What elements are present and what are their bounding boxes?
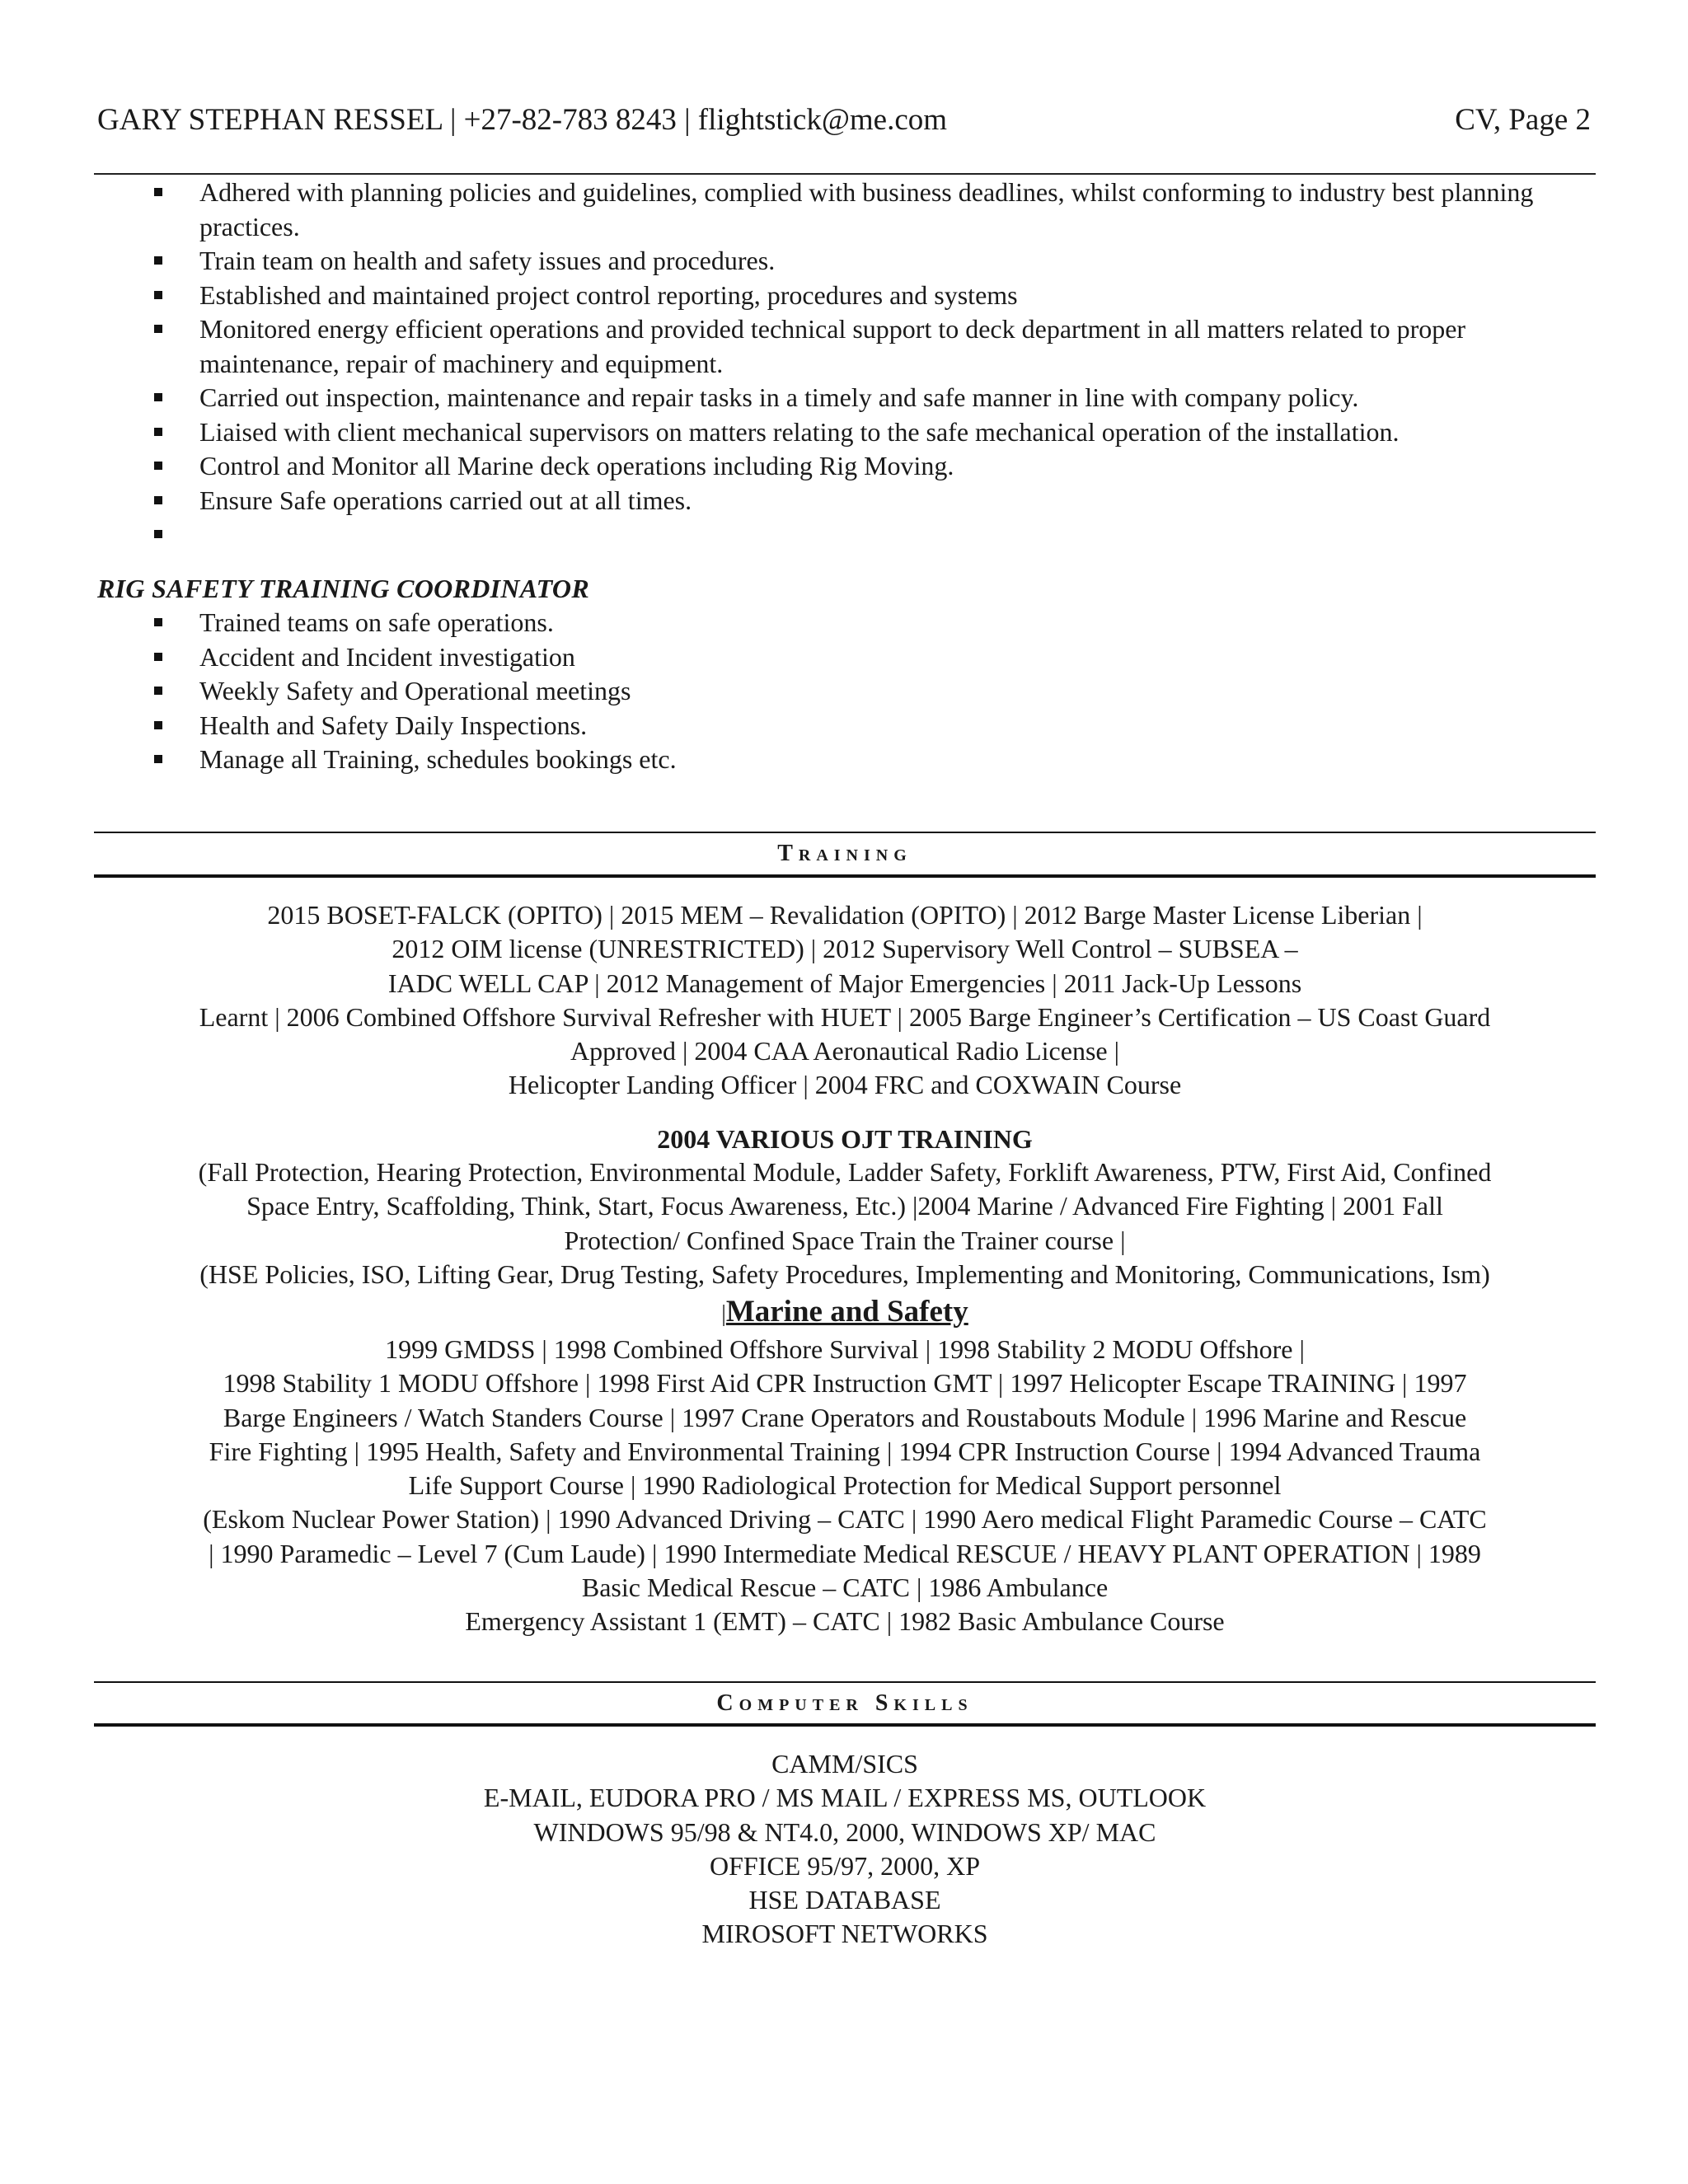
section-divider xyxy=(94,874,1596,878)
marine-safety-heading xyxy=(94,1294,1596,1336)
section-heading-computer-skills: Computer Skills xyxy=(716,1690,973,1716)
list-item: Control and Monitor all Marine deck operations including Rig Moving. xyxy=(145,449,1596,484)
training-line: Protection/ Confined Space Train the Trainer course | xyxy=(564,1225,1126,1255)
training-line: Approved | 2004 CAA Aeronautical Radio License | xyxy=(570,1036,1119,1066)
section-heading-training: Training xyxy=(777,841,912,866)
training-line: Basic Medical Rescue – CATC | 1986 Ambulance xyxy=(581,1572,1109,1603)
list-item: Weekly Safety and Operational meetings xyxy=(145,674,1596,709)
skill-item: E-MAIL, EUDORA PRO / MS MAIL / EXPRESS MS, OUTLOOK xyxy=(483,1783,1207,1813)
duties-list xyxy=(145,176,1596,552)
training-line: Barge Engineers / Watch Standers Course | 1997 Crane Operators and Roustabouts Module | 1996 Marine and Rescue xyxy=(223,1402,1467,1432)
skill-item: MIROSOFT NETWORKS xyxy=(701,1919,988,1949)
computer-skills-list xyxy=(94,1747,1596,1952)
list-item: Monitored energy efficient operations and provided technical support to deck department in all matters related to proper maintenance, repair of machinery and equipment. xyxy=(145,312,1596,381)
section-divider xyxy=(94,832,1596,833)
training-block-3 xyxy=(94,1333,1596,1639)
list-item: Train team on health and safety issues and procedures. xyxy=(145,244,1596,279)
list-item xyxy=(145,518,1596,552)
header-contact: GARY STEPHAN RESSEL | +27-82-783 8243 | flightstick@me.com xyxy=(97,103,948,137)
training-block-1 xyxy=(94,898,1596,1103)
section-divider xyxy=(94,1681,1596,1683)
training-line: Life Support Course | 1990 Radiological Protection for Medical Support personnel xyxy=(408,1470,1282,1501)
list-item: Manage all Training, schedules bookings etc. xyxy=(145,743,1596,777)
list-item: Health and Safety Daily Inspections. xyxy=(145,709,1596,743)
training-line: 2012 OIM license (UNRESTRICTED) | 2012 Supervisory Well Control – SUBSEA – xyxy=(392,934,1298,964)
list-item: Accident and Incident investigation xyxy=(145,640,1596,675)
list-item: Carried out inspection, maintenance and repair tasks in a timely and safe manner in line with company policy. xyxy=(145,381,1596,415)
ojt-heading: 2004 VARIOUS OJT TRAINING xyxy=(657,1124,1033,1154)
header-page-label: CV, Page 2 xyxy=(1455,103,1591,137)
rig-role-list xyxy=(145,606,1596,777)
skill-item: OFFICE 95/97, 2000, XP xyxy=(709,1850,981,1881)
marine-heading-text: Marine and Safety xyxy=(725,1295,968,1329)
list-item: Established and maintained project control reporting, procedures and systems xyxy=(145,279,1596,313)
training-line: Emergency Assistant 1 (EMT) – CATC | 1982 Basic Ambulance Course xyxy=(465,1606,1225,1637)
training-line: Space Entry, Scaffolding, Think, Start, Focus Awareness, Etc.) |2004 Marine / Advanced Fire Fighting | 2001 Fall xyxy=(246,1191,1443,1221)
training-line: (Eskom Nuclear Power Station) | 1990 Advanced Driving – CATC | 1990 Aero medical Flight Paramedic Course – CATC xyxy=(203,1504,1487,1535)
header-divider xyxy=(94,173,1596,175)
role-title: RIG SAFETY TRAINING COORDINATOR xyxy=(97,574,589,603)
training-line: Helicopter Landing Officer | 2004 FRC and COXWAIN Course xyxy=(508,1070,1182,1100)
training-line: | 1990 Paramedic – Level 7 (Cum Laude) | 1990 Intermediate Medical RESCUE / HEAVY PLANT OPERATION | 1989 xyxy=(209,1538,1481,1568)
training-line: (HSE Policies, ISO, Lifting Gear, Drug Testing, Safety Procedures, Implementing and Monitoring, Communications, Ism) xyxy=(199,1258,1490,1289)
list-item: Liaised with client mechanical supervisors on matters relating to the safe mechanical operation of the installation. xyxy=(145,415,1596,450)
training-line: 2015 BOSET-FALCK (OPITO) | 2015 MEM – Revalidation (OPITO) | 2012 Barge Master License Liberian | xyxy=(267,900,1423,930)
section-divider xyxy=(94,1723,1596,1727)
training-block-2 xyxy=(94,1155,1596,1291)
training-line: 1998 Stability 1 MODU Offshore | 1998 First Aid CPR Instruction GMT | 1997 Helicopter Escape TRAINING | 1997 xyxy=(223,1368,1467,1399)
skill-item: CAMM/SICS xyxy=(771,1749,918,1779)
skill-item: HSE DATABASE xyxy=(748,1885,941,1915)
page-header xyxy=(97,97,1591,143)
separator-bar: | xyxy=(721,1301,726,1327)
training-line: Learnt | 2006 Combined Offshore Survival Refresher with HUET | 2005 Barge Engineer’s Certification – US Coast Guard xyxy=(199,1001,1491,1032)
list-item: Trained teams on safe operations. xyxy=(145,606,1596,640)
training-line: Fire Fighting | 1995 Health, Safety and Environmental Training | 1994 CPR Instruction Course | 1994 Advanced Trauma xyxy=(209,1436,1481,1466)
training-line: 1999 GMDSS | 1998 Combined Offshore Survival | 1998 Stability 2 MODU Offshore | xyxy=(385,1334,1305,1364)
list-item: Ensure Safe operations carried out at all times. xyxy=(145,484,1596,518)
list-item: Adhered with planning policies and guidelines, complied with business deadlines, whilst conforming to industry best planning practices. xyxy=(145,176,1596,244)
training-line: (Fall Protection, Hearing Protection, Environmental Module, Ladder Safety, Forklift Awareness, PTW, First Aid, Confined xyxy=(198,1157,1492,1187)
training-line: IADC WELL CAP | 2012 Management of Major Emergencies | 2011 Jack-Up Lessons xyxy=(387,968,1302,998)
skill-item: WINDOWS 95/98 & NT4.0, 2000, WINDOWS XP/ MAC xyxy=(533,1816,1156,1847)
